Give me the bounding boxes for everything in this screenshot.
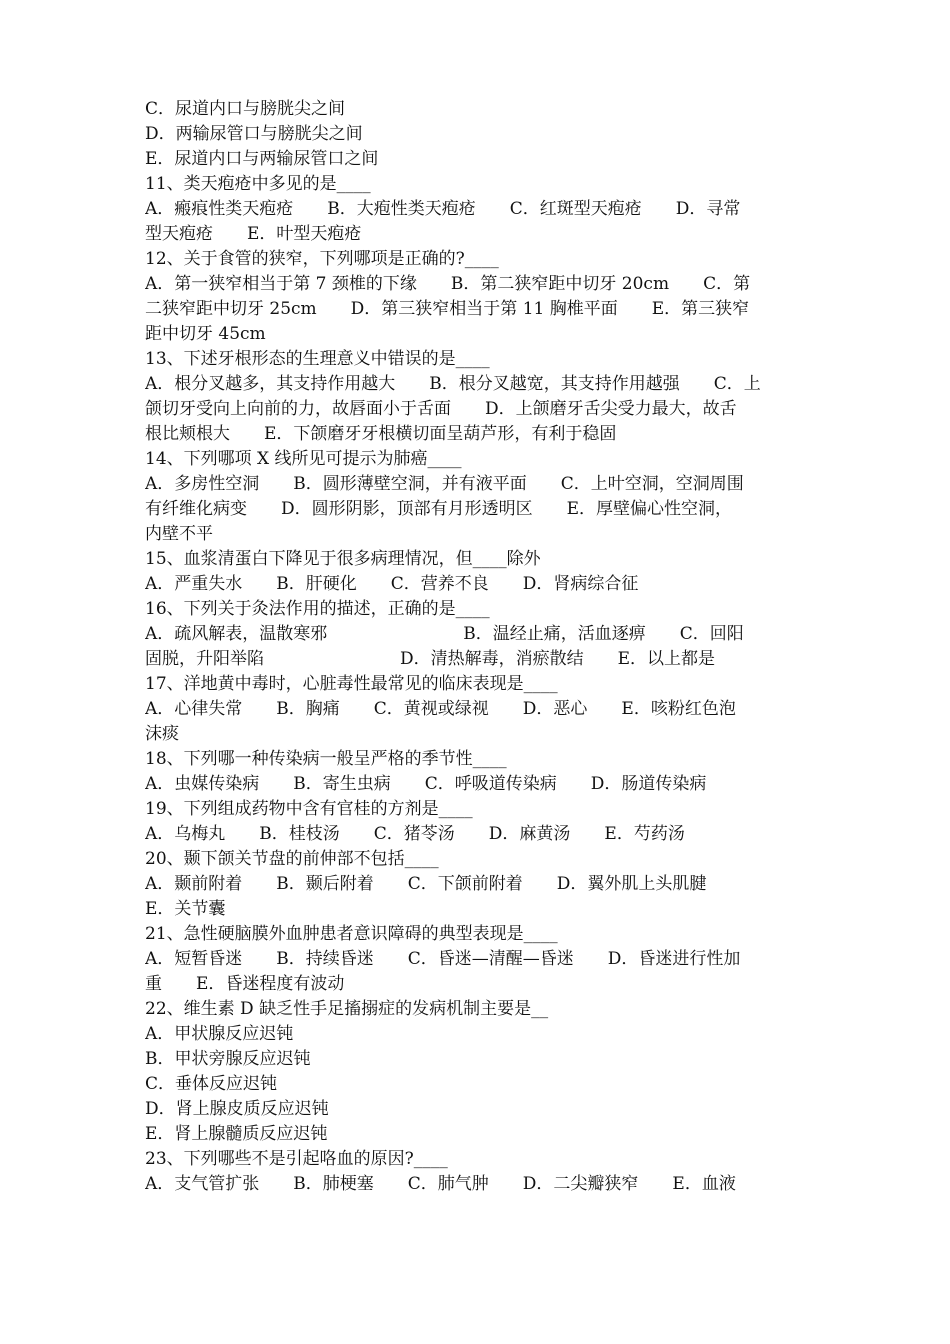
option-line: C．尿道内口与膀胱尖之间 — [145, 99, 346, 119]
option-line: D．两输尿管口与膀胱尖之间 — [145, 124, 363, 144]
option-line: 沫痰 — [145, 724, 179, 744]
question-14: 14、下列哪项 X 线所见可提示为肺癌____ — [145, 449, 462, 469]
option-line: 型天疱疮 E．叶型天疱疮 — [145, 224, 362, 244]
option-line: A．支气管扩张 B．肺梗塞 C．肺气肿 D．二尖瓣狭窄 E．血液 — [145, 1174, 736, 1194]
option-line: A．多房性空洞 B．圆形薄壁空洞，并有液平面 C．上叶空洞，空洞周围 — [145, 474, 744, 494]
question-12: 12、关于食管的狭窄，下列哪项是正确的?____ — [145, 249, 499, 269]
question-21: 21、急性硬脑膜外血肿患者意识障碍的典型表现是____ — [145, 924, 558, 944]
option-line: D．肾上腺皮质反应迟钝 — [145, 1099, 329, 1119]
question-13: 13、下述牙根形态的生理意义中错误的是____ — [145, 349, 490, 369]
option-line: A．第一狭窄相当于第 7 颈椎的下缘 B．第二狭窄距中切牙 20cm C．第 — [145, 274, 751, 294]
option-line: A．严重失水 B．肝硬化 C．营养不良 D．肾病综合征 — [145, 574, 639, 594]
option-line: E．关节囊 — [145, 899, 226, 919]
option-line: B．甲状旁腺反应迟钝 — [145, 1049, 311, 1069]
option-line: 内壁不平 — [145, 524, 213, 544]
question-15: 15、血浆清蛋白下降见于很多病理情况，但____除外 — [145, 549, 541, 569]
option-line: A．瘢痕性类天疱疮 B．大疱性类天疱疮 C．红斑型天疱疮 D．寻常 — [145, 199, 741, 219]
question-22: 22、维生素 D 缺乏性手足搐搦症的发病机制主要是__ — [145, 999, 549, 1019]
question-20: 20、颞下颌关节盘的前伸部不包括____ — [145, 849, 439, 869]
option-line: 根比颊根大 E．下颌磨牙牙根横切面呈葫芦形，有利于稳固 — [145, 424, 617, 444]
option-line: A．颞前附着 B．颞后附着 C．下颌前附着 D．翼外肌上头肌腱 — [145, 874, 707, 894]
question-11: 11、类天疱疮中多见的是____ — [145, 174, 371, 194]
question-19: 19、下列组成药物中含有官桂的方剂是____ — [145, 799, 473, 819]
option-line: A．甲状腺反应迟钝 — [145, 1024, 294, 1044]
option-line: E．肾上腺髓质反应迟钝 — [145, 1124, 328, 1144]
option-line: 二狭窄距中切牙 25cm D．第三狭窄相当于第 11 胸椎平面 E．第三狭窄 — [145, 299, 750, 319]
option-line: A．疏风解表，温散寒邪 B．温经止痛，活血逐痹 C．回阳 — [145, 624, 744, 644]
option-line: E．尿道内口与两输尿管口之间 — [145, 149, 379, 169]
option-line: 颌切牙受向上向前的力，故唇面小于舌面 D．上颌磨牙舌尖受力最大，故舌 — [145, 399, 737, 419]
option-line: 有纤维化病变 D．圆形阴影，顶部有月形透明区 E．厚壁偏心性空洞， — [145, 499, 733, 519]
option-line: A．心律失常 B．胸痛 C．黄视或绿视 D．恶心 E．咳粉红色泡 — [145, 699, 736, 719]
question-23: 23、下列哪些不是引起咯血的原因?____ — [145, 1149, 448, 1169]
question-16: 16、下列关于灸法作用的描述，正确的是____ — [145, 599, 490, 619]
question-18: 18、下列哪一种传染病一般呈严格的季节性____ — [145, 749, 507, 769]
option-line: A．乌梅丸 B．桂枝汤 C．猪苓汤 D．麻黄汤 E．芍药汤 — [145, 824, 685, 844]
option-line: A．根分叉越多，其支持作用越大 B．根分叉越宽，其支持作用越强 C．上 — [145, 374, 761, 394]
option-line: 距中切牙 45cm — [145, 324, 266, 344]
option-line: C．垂体反应迟钝 — [145, 1074, 278, 1094]
question-17: 17、洋地黄中毒时，心脏毒性最常见的临床表现是____ — [145, 674, 558, 694]
option-line: A．虫媒传染病 B．寄生虫病 C．呼吸道传染病 D．肠道传染病 — [145, 774, 707, 794]
option-line: 固脱，升阳举陷 D．清热解毒，消瘀散结 E．以上都是 — [145, 649, 716, 669]
option-line: 重 E．昏迷程度有波动 — [145, 974, 345, 994]
option-line: A．短暂昏迷 B．持续昏迷 C．昏迷—清醒—昏迷 D．昏迷进行性加 — [145, 949, 741, 969]
